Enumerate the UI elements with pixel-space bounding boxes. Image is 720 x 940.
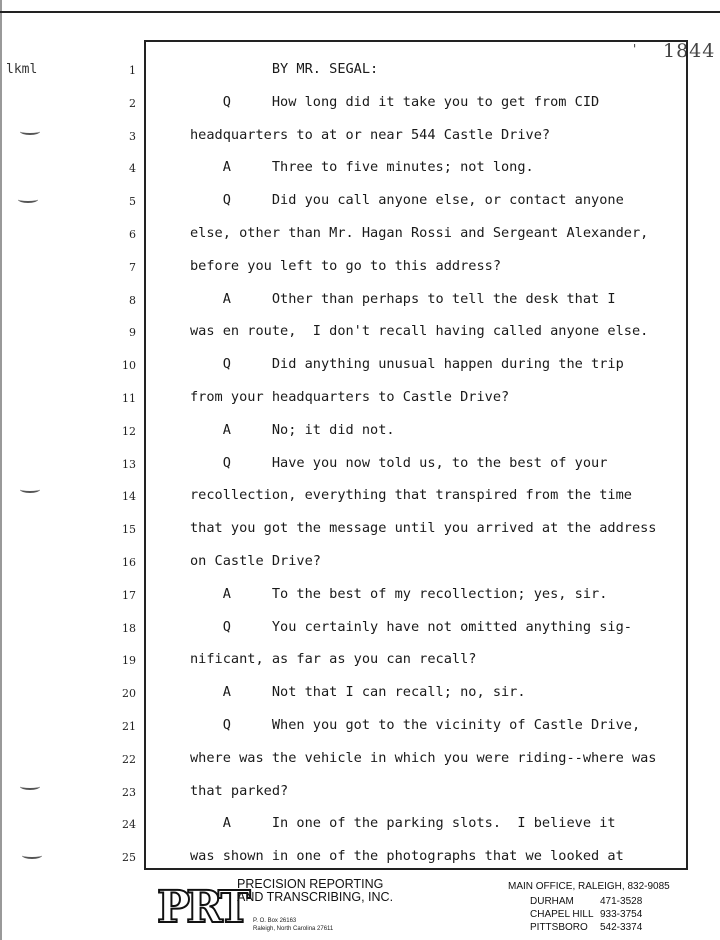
transcript-line: from your headquarters to Castle Drive?: [190, 389, 510, 405]
office-city: CHAPEL HILL: [530, 909, 594, 920]
company-name: [237, 878, 393, 904]
line-number: 14: [122, 490, 136, 504]
line-number: 19: [122, 654, 136, 668]
transcript-line: A Three to five minutes; not long.: [190, 159, 534, 176]
transcript-line: nificant, as far as you can recall?: [190, 651, 477, 668]
margin-hole-mark: [18, 196, 38, 203]
transcript-line: A Not that I can recall; no, sir.: [190, 684, 526, 701]
line-number: 12: [122, 424, 136, 438]
line-number: 11: [122, 392, 136, 405]
main-office: MAIN OFFICE, RALEIGH, 832-9085: [508, 881, 670, 892]
transcript-frame-bottom: [144, 868, 688, 870]
page-tick-mark: ': [631, 42, 639, 56]
transcript-line: on Castle Drive?: [190, 553, 321, 569]
page-top-rule: [0, 11, 720, 13]
line-number: 7: [129, 260, 136, 274]
transcript-line: that you got the message until you arrived at the address: [190, 520, 657, 537]
office-phone: 471-3528: [600, 896, 643, 907]
transcript-line: was shown in one of the photographs that we looked at: [190, 848, 624, 865]
transcript-line: was en route, I don't recall having called anyone else.: [190, 323, 649, 340]
line-number: 21: [122, 720, 136, 733]
line-number: 13: [122, 457, 136, 471]
line-number: 6: [129, 228, 136, 241]
line-number: 23: [122, 785, 136, 799]
transcript-line: A To the best of my recollection; yes, sir.: [190, 585, 608, 602]
transcript-line: A No; it did not.: [190, 421, 395, 438]
margin-hole-mark: [22, 852, 42, 859]
address-line2: Raleigh, North Carolina 27611: [253, 926, 334, 932]
office-row: [530, 922, 642, 933]
line-number: 24: [122, 818, 136, 832]
transcript-line: Q When you got to the vicinity of Castle Drive,: [190, 717, 641, 733]
line-number: 10: [122, 359, 136, 373]
line-number: 1: [129, 64, 136, 77]
address-line1: P. O. Box 26163: [253, 918, 297, 924]
transcript-line: Q How long did it take you to get from CID: [190, 93, 600, 110]
transcript-line: headquarters to at or near 544 Castle Drive?: [190, 126, 551, 143]
line-number: 17: [122, 588, 136, 602]
line-number: 18: [122, 621, 136, 635]
office-row: [530, 909, 642, 920]
transcript-line: else, other than Mr. Hagan Rossi and Sergeant Alexander,: [190, 225, 649, 241]
office-phone: 542-3374: [600, 922, 643, 933]
page-number: 1844: [663, 40, 716, 62]
line-number: 8: [129, 293, 136, 307]
transcript-line: where was the vehicle in which you were riding--where was: [190, 749, 657, 766]
transcript-line: before you left to go to this address?: [190, 257, 501, 274]
line-number: 16: [122, 556, 136, 569]
office-city: DURHAM: [530, 896, 574, 907]
transcript-line: Q Have you now told us, to the best of your: [190, 454, 608, 471]
transcript-line: A Other than perhaps to tell the desk that I: [190, 290, 616, 307]
office-phone: 933-3754: [600, 909, 643, 920]
office-city: PITTSBORO: [530, 922, 588, 933]
line-number: 20: [122, 687, 136, 701]
company-address: [253, 917, 333, 933]
transcript-line: A In one of the parking slots. I believe it: [190, 815, 616, 832]
margin-hole-mark: [20, 783, 40, 790]
margin-hole-mark: [20, 486, 40, 493]
transcript-line: recollection, everything that transpired from the time: [190, 487, 632, 504]
page-left-edge: [0, 0, 2, 940]
transcript-line: Q Did anything unusual happen during the trip: [190, 356, 624, 373]
company-name-line1: PRECISION REPORTING: [237, 877, 384, 891]
transcript-line: BY MR. SEGAL:: [190, 61, 379, 77]
margin-hole-mark: [20, 128, 40, 135]
typist-code: lkml: [6, 62, 38, 77]
line-number: 5: [129, 195, 136, 209]
line-number: 4: [129, 162, 136, 176]
transcript-line: Q You certainly have not omitted anything sig-: [190, 618, 632, 635]
line-number: 3: [129, 129, 136, 143]
transcript-line: Q Did you call anyone else, or contact anyone: [190, 192, 624, 209]
line-number: 2: [129, 96, 136, 110]
office-row: [530, 896, 642, 907]
line-number: 15: [122, 523, 136, 537]
line-number: 9: [129, 326, 136, 340]
line-number: 25: [122, 851, 136, 865]
transcript-line: that parked?: [190, 782, 289, 799]
line-number: 22: [122, 752, 136, 766]
company-name-line2: AND TRANSCRIBING, INC.: [237, 890, 394, 904]
company-logo: PRT: [157, 882, 247, 933]
